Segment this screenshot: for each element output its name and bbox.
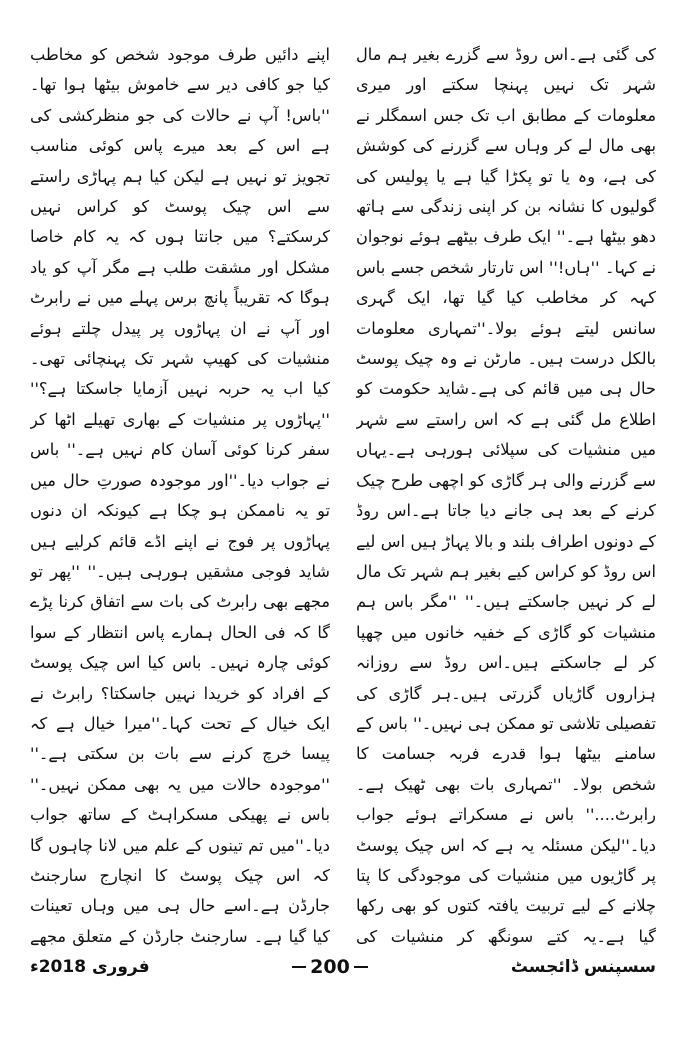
column-right-text: کی گئی ہے۔اس روڈ سے گزرے بغیر ہم مال شہر تک نہیں پہنچا سکتے اور میری معلومات کے مطابق اب تک جس اسمگلر نے بھی مال لے کر وہاں سے گزرنے کی کوشش کی ہے، وہ یا تو پکڑا گیا ہے یا پولیس کی گولیوں کا نشانہ بن کر اپنی زندگی سے ہاتھ دھو بیٹھا ہے۔'' ایک طرف بیٹھے ہوئے نوجوان نے کہا۔ ''ہاں!'' اس تارتار شخص جسے باس کہہ کر مخاطب کیا گیا تھا، ایک گہری سانس لیتے ہوئے بولا۔''تمہاری معلومات بالکل درست ہیں۔ مارٹن نے وہ چیک پوسٹ حال ہی میں قائم کی ہے۔شاید حکومت کو اطلاع مل گئی ہے کہ اس راستے سے شہر میں منشیات کی سپلائی ہورہی ہے۔یہاں سے گزرنے والی ہر گاڑی کو اچھی طرح چیک کرنے کے بعد ہی جانے دیا جاتا ہے۔اس روڈ کے دونوں اطراف بلند و بالا پہاڑ ہیں اس لیے اس روڈ کو کراس کیے بغیر ہم شہر تک مال لے کر نہیں جاسکتے ہیں۔'' ''مگر باس ہم منشیات کو گاڑی کے خفیہ خانوں میں چھپا کر لے جاسکتے ہیں۔اس روڈ سے روزانہ ہزاروں گاڑیاں گزرتی ہیں۔ہر گاڑی کی تفصیلی تلاشی تو ممکن ہی نہیں۔'' باس کے سامنے بیٹھا ہوا قدرے فربہ جسامت کا شخص بولا۔ ''تمہاری بات بھی ٹھیک ہے۔ رابرٹ....'' باس نے مسکراتے ہوئے جواب دیا۔''لیکن مسئلہ یہ ہے کہ اس چیک پوسٹ پر گاڑیوں میں منشیات کی موجودگی کا پتا چلانے کے لیے تربیت یافتہ کتوں کو بھی رکھا گیا ہے۔یہ کتے سونگھ کر منشیات کی <box>356 45 656 946</box>
page-number: 200 <box>292 955 368 979</box>
text-column-left <box>30 40 330 952</box>
issue-date: فروری 2018ء <box>30 957 150 977</box>
text-column-right <box>356 40 656 952</box>
magazine-name: سسپنس ڈائجسٹ <box>510 957 656 977</box>
page-footer <box>30 955 656 981</box>
column-left-text: اپنے دائیں طرف موجود شخص کو مخاطب کیا جو کافی دیر سے خاموش بیٹھا ہوا تھا۔ ''باس! آپ نے حالات کی جو منظرکشی کی ہے اس کے بعد میرے پاس کوئی مناسب تجویز تو نہیں ہے لیکن کیا ہم پہاڑی راستے سے اس چیک پوسٹ کو کراس نہیں کرسکتے؟ میں جانتا ہوں کہ یہ کام خاصا مشکل اور مشقت طلب ہے مگر آپ کو یاد ہوگا کہ تقریباً پانچ برس پہلے میں نے رابرٹ اور آپ نے ان پہاڑوں پر پیدل چلتے ہوئے منشیات کی کھیپ شہر تک پہنچائی تھی۔ کیا اب یہ حربہ نہیں آزمایا جاسکتا ہے؟'' ''پہاڑوں پر منشیات کے بھاری تھیلے اٹھا کر سفر کرنا کوئی آسان کام نہیں ہے۔'' باس نے جواب دیا۔''اور موجودہ صورتِ حال میں تو یہ ناممکن ہو چکا ہے کیونکہ ان دنوں پہاڑوں پر فوج نے اپنے اڈے قائم کرلیے ہیں شاید فوجی مشقیں ہورہی ہیں۔'' ''پھر تو مجھے بھی رابرٹ کی بات سے اتفاق کرنا پڑے گا کہ فی الحال ہمارے پاس انتظار کے سوا کوئی چارہ نہیں۔ باس کیا اس چیک پوسٹ کے افراد کو خریدا نہیں جاسکتا؟ رابرٹ نے ایک خیال کے تحت کہا۔''میرا خیال ہے کہ پیسا خرچ کرنے سے بات بن سکتی ہے۔'' ''موجودہ حالات میں یہ بھی ممکن نہیں۔'' باس نے پھیکی مسکراہٹ کے ساتھ جواب دیا۔''میں تم تینوں کے علم میں لانا چاہوں گا کہ اس چیک پوسٹ کا انچارج سارجنٹ جارڈن ہے۔اسے حال ہی میں وہاں تعینات کیا گیا ہے۔ سارجنٹ جارڈن کے متعلق مجھے <box>30 45 330 946</box>
